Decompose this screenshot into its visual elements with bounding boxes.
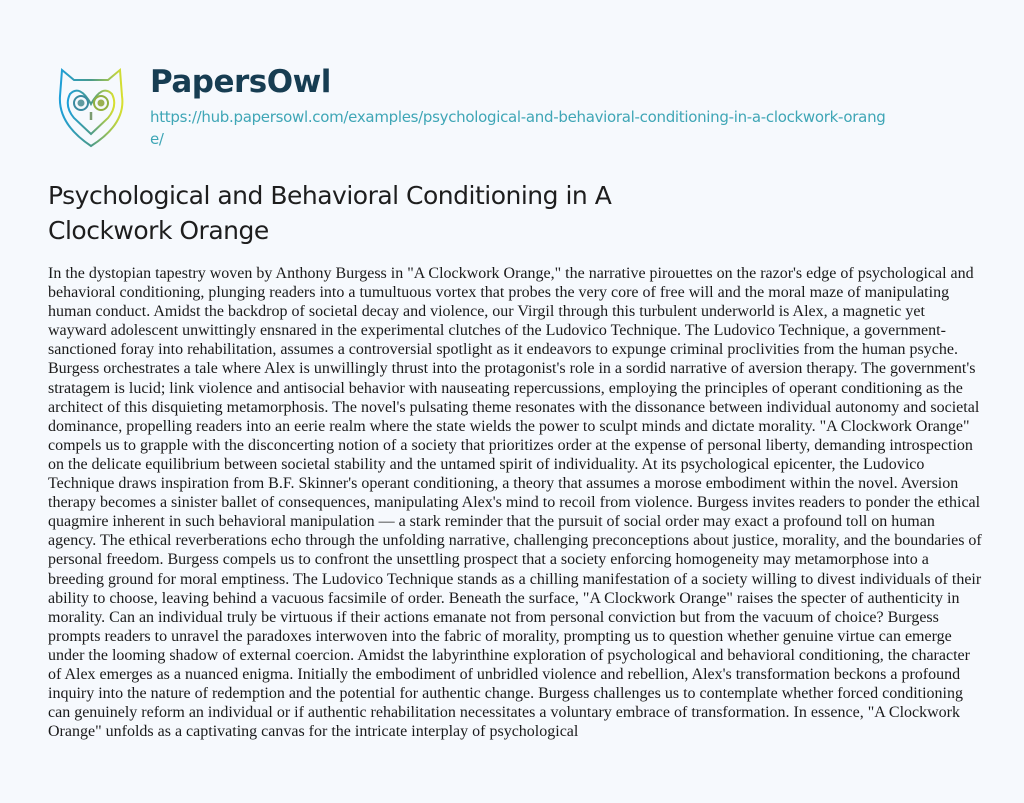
page-title: Psychological and Behavioral Conditioning in A Clockwork Orange <box>48 181 612 245</box>
essay-body: In the dystopian tapestry woven by Anthony Burgess in "A Clockwork Orange," the narrative pirouettes on the razor's edge of psychological and behavioral conditioning, plunging readers into a tumultuous vortex that probes the very core of free will and the moral maze of manipulating human conduct. Amidst the backdrop of societal decay and violence, our Virgil through this turbulent underworld is Alex, a magnetic yet wayward adolescent unwittingly ensnared in the experimental clutches of the Ludovico Technique. The Ludovico Technique, a government-sanctioned foray into rehabilitation, assumes a controversial spotlight as it endeavors to expunge criminal proclivities from the human psyche. Burgess orchestrates a tale where Alex is unwillingly thrust into the protagonist's role in a sordid narrative of aversion therapy. The government's stratagem is lucid; link violence and antisocial behavior with nauseating repercussions, employing the principles of operant conditioning as the architect of this disquieting metamorphosis. The novel's pulsating theme resonates with the dissonance between individual autonomy and societal dominance, propelling readers into an eerie realm where the state wields the power to sculpt minds and dictate morality. "A Clockwork Orange" compels us to grapple with the disconcerting notion of a society that prioritizes order at the expense of personal liberty, demanding introspection on the delicate equilibrium between societal stability and the untamed spirit of individuality. At its psychological epicenter, the Ludovico Technique draws inspiration from B.F. Skinner's operant conditioning, a theory that assumes a morose embodiment within the novel. Aversion therapy becomes a sinister ballet of consequences, manipulating Alex's mind to recoil from violence. Burgess invites readers to ponder the ethical quagmire inherent in such behavioral manipulation — a stark reminder that the pursuit of social order may exact a profound toll on human agency. The ethical reverberations echo through the unfolding narrative, challenging preconceptions about justice, morality, and the boundaries of personal freedom. Burgess compels us to confront the unsettling prospect that a society enforcing homogeneity may metamorphose into a breeding ground for moral emptiness. The Ludovico Technique stands as a chilling manifestation of a society willing to divest individuals of their ability to choose, leaving behind a vacuous facsimile of order. Beneath the surface, "A Clockwork Orange" raises the specter of authenticity in morality. Can an individual truly be virtuous if their actions emanate not from personal conviction but from the vacuum of choice? Burgess prompts readers to unravel the paradoxes interwoven into the fabric of morality, prompting us to question whether genuine virtue can emerge under the looming shadow of external coercion. Amidst the labyrinthine exploration of psychological and behavioral conditioning, the character of Alex emerges as a nuanced enigma. Initially the embodiment of unbridled violence and rebellion, Alex's transformation beckons a profound inquiry into the nature of redemption and the potential for authentic change. Burgess challenges us to contemplate whether forced conditioning can genuinely reform an individual or if authentic rehabilitation necessitates a voluntary embrace of transformation. In essence, "A Clockwork Orange" unfolds as a captivating canvas for the intricate interplay of psychological <box>48 265 982 741</box>
page-header <box>0 0 1024 180</box>
source-url[interactable]: https://hub.papersowl.com/examples/psychological-and-behavioral-conditioning-in-a-clockwork-orange/ <box>150 108 886 148</box>
brand-name[interactable]: PapersOwl <box>150 64 331 100</box>
owl-logo-icon <box>50 66 132 152</box>
